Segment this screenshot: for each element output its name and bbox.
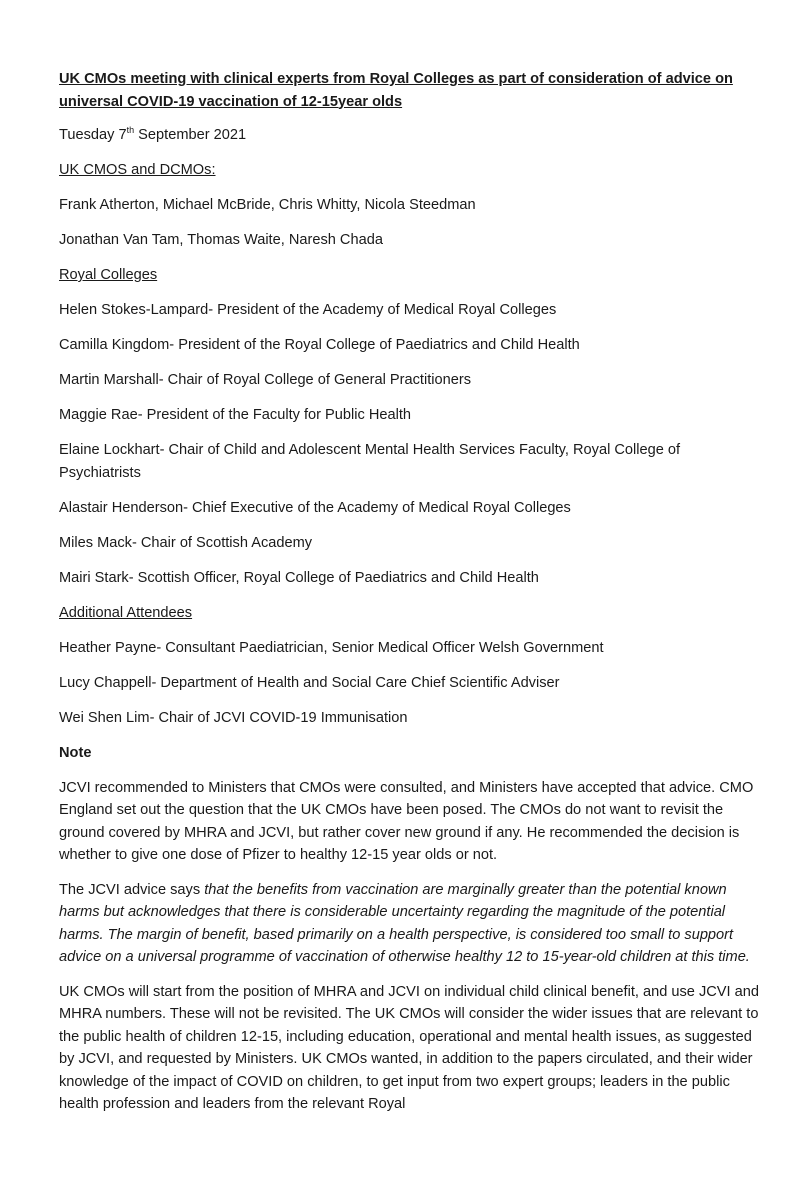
additional-attendee: Wei Shen Lim- Chair of JCVI COVID-19 Immunisation bbox=[59, 709, 408, 726]
cmos-heading: UK CMOS and DCMOs: bbox=[59, 162, 216, 178]
note-paragraph: JCVI recommended to Ministers that CMOs were consulted, and Ministers have accepted that advice. CMO England set out the question that the UK CMOs have been posed. The CMOs do not want to revisit the ground covered by MHRA and JCVI, but rather cover new ground if any. He recommended the decision is whether to give one dose of Pfizer to healthy 12-15 year olds or not. bbox=[59, 779, 754, 863]
quote-italic: that the benefits from vaccination are marginally greater than the potential known harms but acknowledges that there is considerable uncertainty regarding the magnitude of the potential harms. The margin of benefit, based primarily on a health perspective, is considered too small to support advice on a universal programme of vaccination of otherwise healthy 12 to 15-year-old children at this time. bbox=[59, 881, 750, 965]
additional-attendee: Lucy Chappell- Department of Health and Social Care Chief Scientific Adviser bbox=[59, 674, 560, 691]
college-attendee: Maggie Rae- President of the Faculty for Public Health bbox=[59, 407, 412, 423]
additional-attendees-heading: Additional Attendees bbox=[59, 604, 193, 621]
document-page bbox=[59, 68, 761, 1128]
note-paragraph-jcvi-quote bbox=[59, 879, 761, 969]
cmos-attendees-line: Jonathan Van Tam, Thomas Waite, Naresh Chada bbox=[59, 232, 383, 248]
royal-colleges-heading: Royal Colleges bbox=[59, 267, 158, 283]
college-attendee: Camilla Kingdom- President of the Royal College of Paediatrics and Child Health bbox=[59, 337, 580, 353]
meeting-date bbox=[59, 124, 761, 147]
college-attendee: Alastair Henderson- Chief Executive of the Academy of Medical Royal Colleges bbox=[59, 499, 571, 516]
date-suffix: September 2021 bbox=[134, 127, 247, 143]
document-title: UK CMOs meeting with clinical experts from Royal Colleges as part of consideration of advice on universal COVID-19 vaccination of 12-15year olds bbox=[59, 71, 733, 110]
date-prefix: Tuesday 7 bbox=[59, 127, 127, 143]
note-heading: Note bbox=[59, 744, 92, 761]
college-attendee: Martin Marshall- Chair of Royal College of General Practitioners bbox=[59, 372, 472, 388]
additional-attendee: Heather Payne- Consultant Paediatrician, Senior Medical Officer Welsh Government bbox=[59, 639, 604, 656]
college-attendee: Mairi Stark- Scottish Officer, Royal College of Paediatrics and Child Health bbox=[59, 569, 539, 586]
date-ordinal-suffix: th bbox=[126, 125, 135, 136]
college-attendee: Helen Stokes-Lampard- President of the Academy of Medical Royal Colleges bbox=[59, 302, 557, 318]
quote-lead-in: The JCVI advice says bbox=[59, 881, 205, 898]
cmos-attendees-line: Frank Atherton, Michael McBride, Chris Whitty, Nicola Steedman bbox=[59, 197, 476, 213]
college-attendee: Elaine Lockhart- Chair of Child and Adolescent Mental Health Services Faculty, Royal College of Psychiatrists bbox=[59, 442, 681, 481]
college-attendee: Miles Mack- Chair of Scottish Academy bbox=[59, 534, 313, 551]
note-paragraph: UK CMOs will start from the position of MHRA and JCVI on individual child clinical benefit, and use JCVI and MHRA numbers. These will not be revisited. The UK CMOs will consider the wider issues that are relevant to the public health of children 12-15, including education, operational and mental health issues, as suggested by JCVI, and requested by Ministers. UK CMOs wanted, in addition to the papers circulated, and their wider knowledge of the impact of COVID on children, to get input from two expert groups; leaders in the public health profession and leaders from the relevant Royal bbox=[59, 983, 760, 1112]
